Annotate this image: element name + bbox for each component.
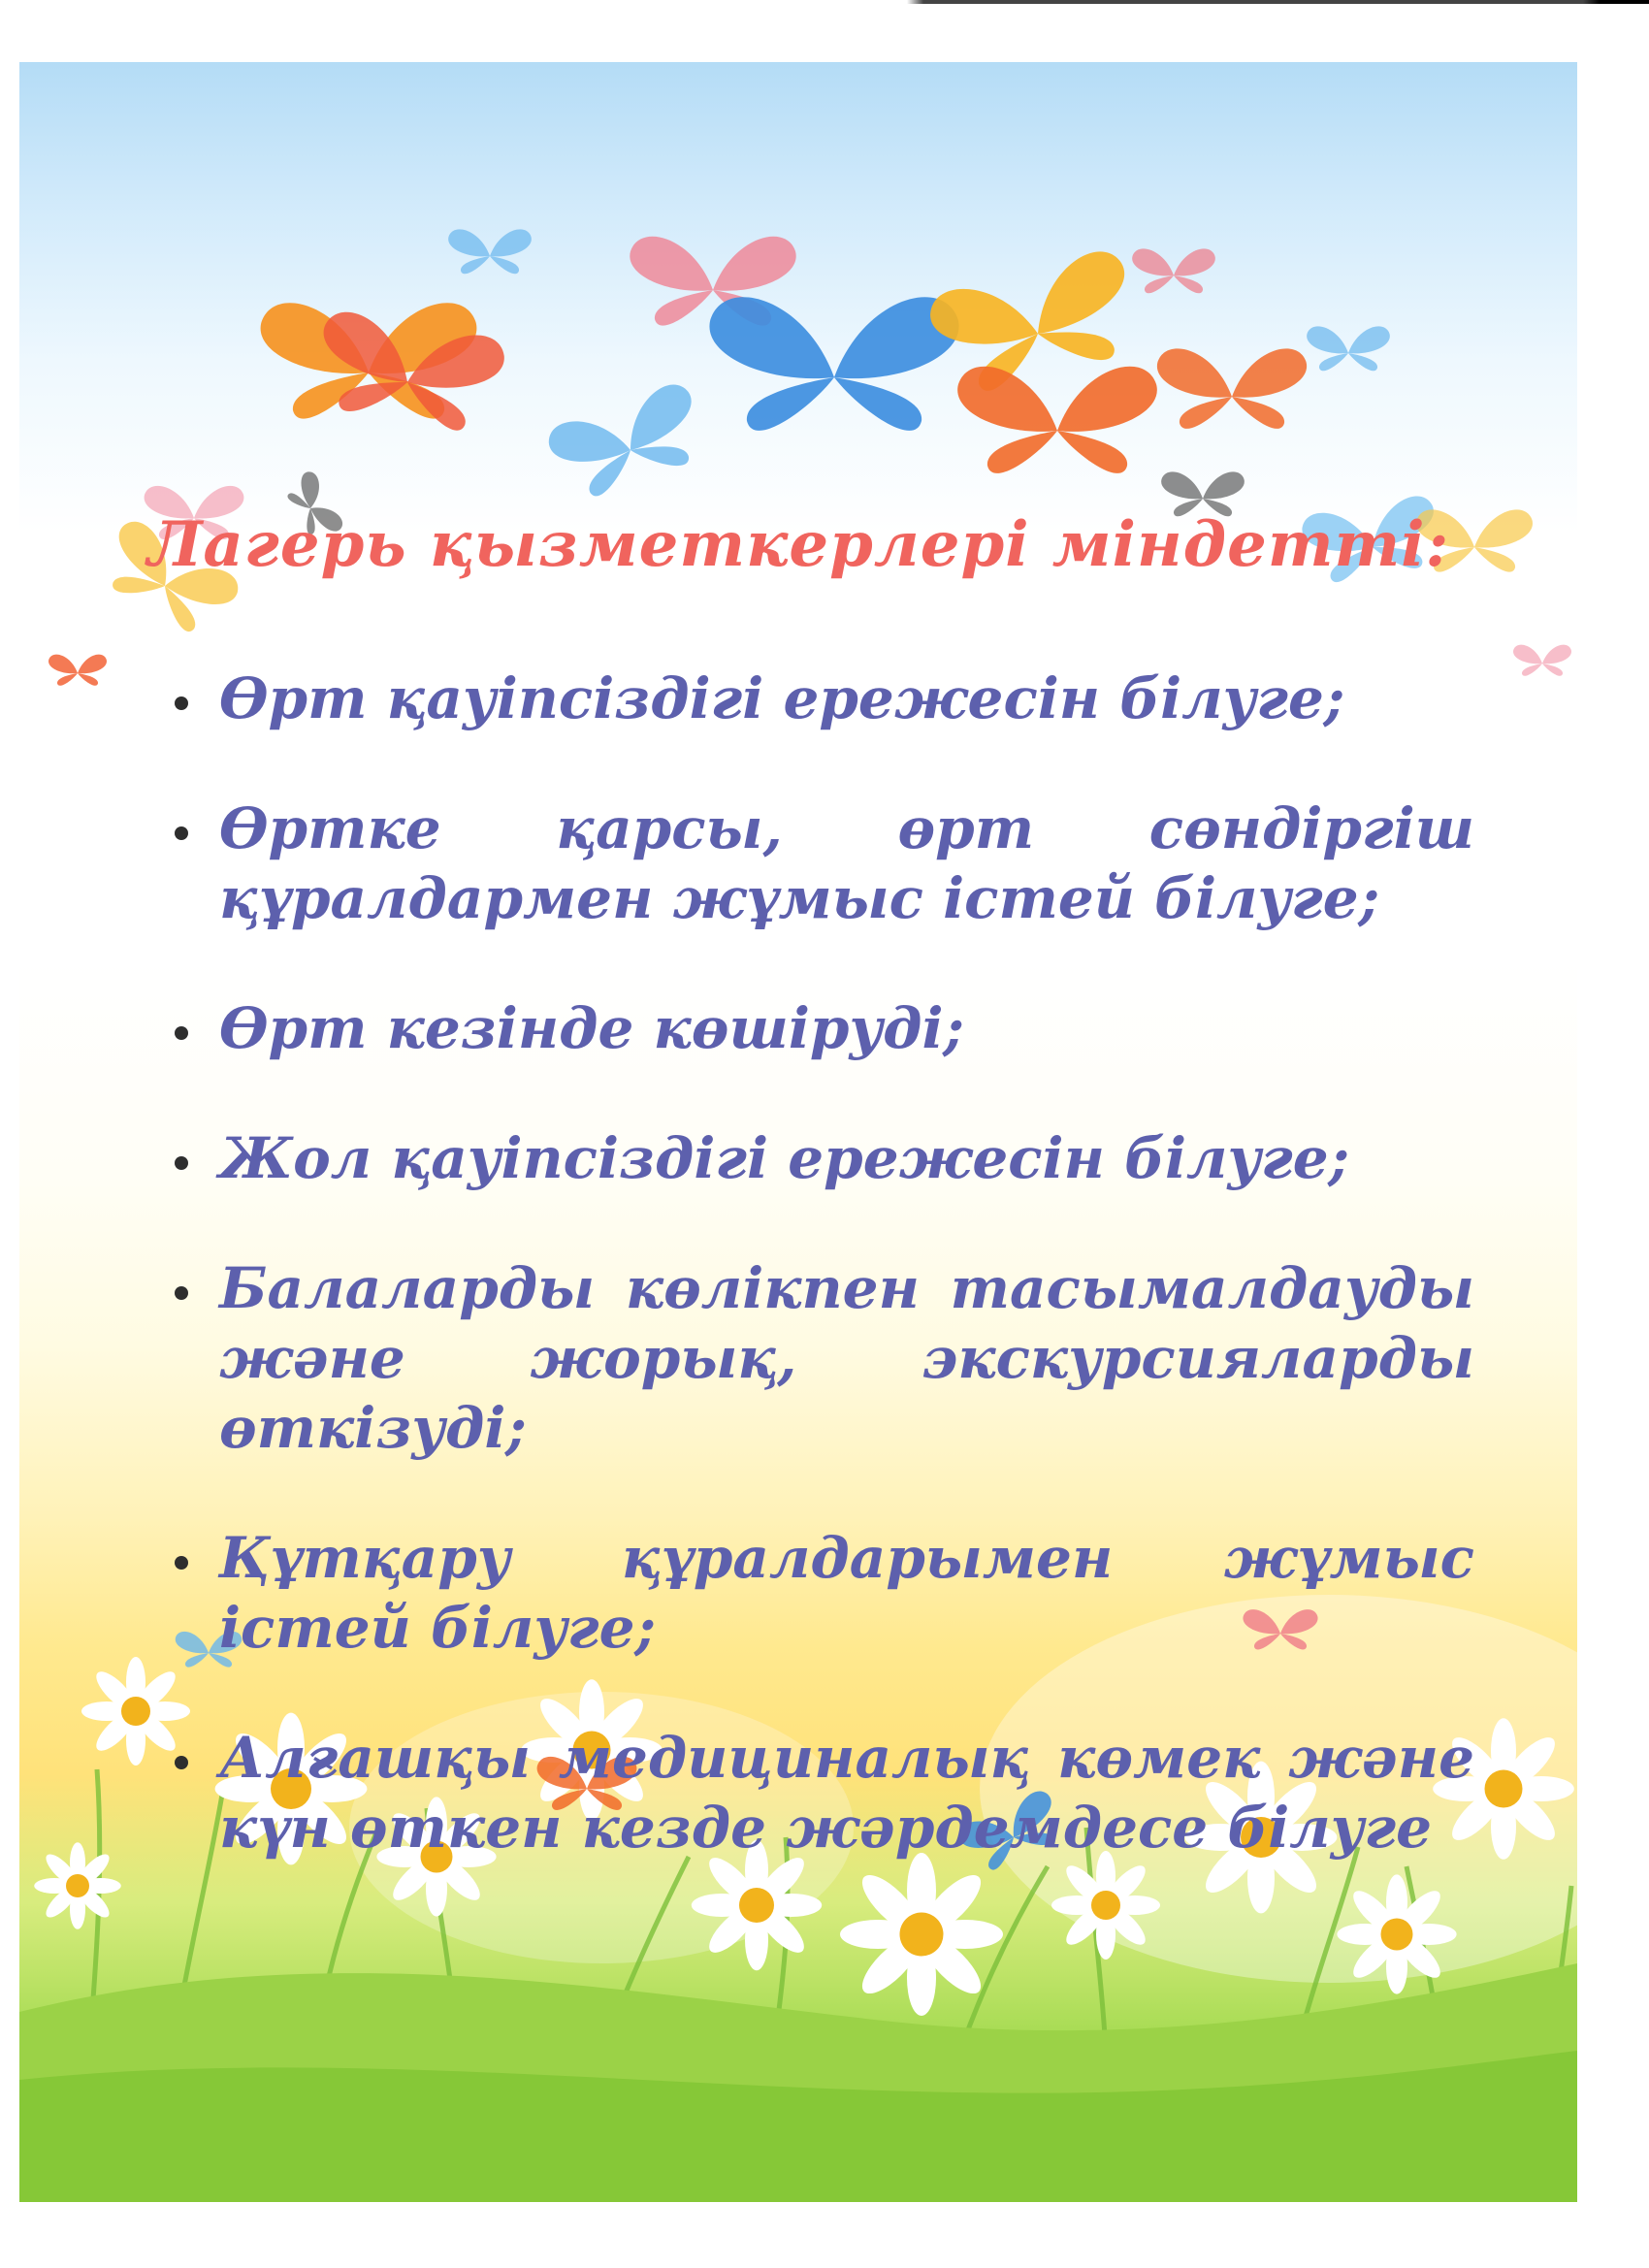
list-item — [175, 794, 1474, 933]
list-item — [175, 1123, 1474, 1193]
bullet-icon — [175, 697, 188, 710]
duty-text: Өрт кезінде көшіруді; — [219, 995, 964, 1061]
duty-text: Өртке қарсы, өрт сөндіргіш құралдармен жұмыс істей білуге; — [219, 795, 1474, 931]
duty-text: Өрт қауіпсіздігі ережесін білуге; — [219, 665, 1345, 731]
poster — [19, 62, 1577, 2202]
bullet-icon — [175, 826, 188, 840]
bullet-icon — [175, 1756, 188, 1769]
bullet-icon — [175, 1156, 188, 1170]
list-item — [175, 664, 1474, 733]
scan-edge — [0, 0, 1649, 4]
duty-text: Жол қауіпсіздігі ережесін білуге; — [219, 1125, 1350, 1191]
bullet-icon — [175, 1556, 188, 1570]
bullet-icon — [175, 1026, 188, 1040]
list-item — [175, 1253, 1474, 1463]
duties-list — [175, 664, 1474, 1863]
poster-title: Лагерь қызметкерлері міндетті: — [146, 508, 1450, 581]
duty-text: Балаларды көлікпен тасымалдауды және жорық, экскурсияларды өткізуді; — [219, 1255, 1474, 1461]
list-item — [175, 1523, 1474, 1663]
list-item — [175, 1723, 1474, 1863]
duty-text: Алғашқы медициналық көмек және күн өткен кезде жәрдемдесе білуге — [219, 1725, 1474, 1861]
list-item — [175, 993, 1474, 1063]
bullet-icon — [175, 1286, 188, 1300]
duty-text: Құтқару құралдарымен жұмыс істей білуге; — [219, 1525, 1474, 1661]
